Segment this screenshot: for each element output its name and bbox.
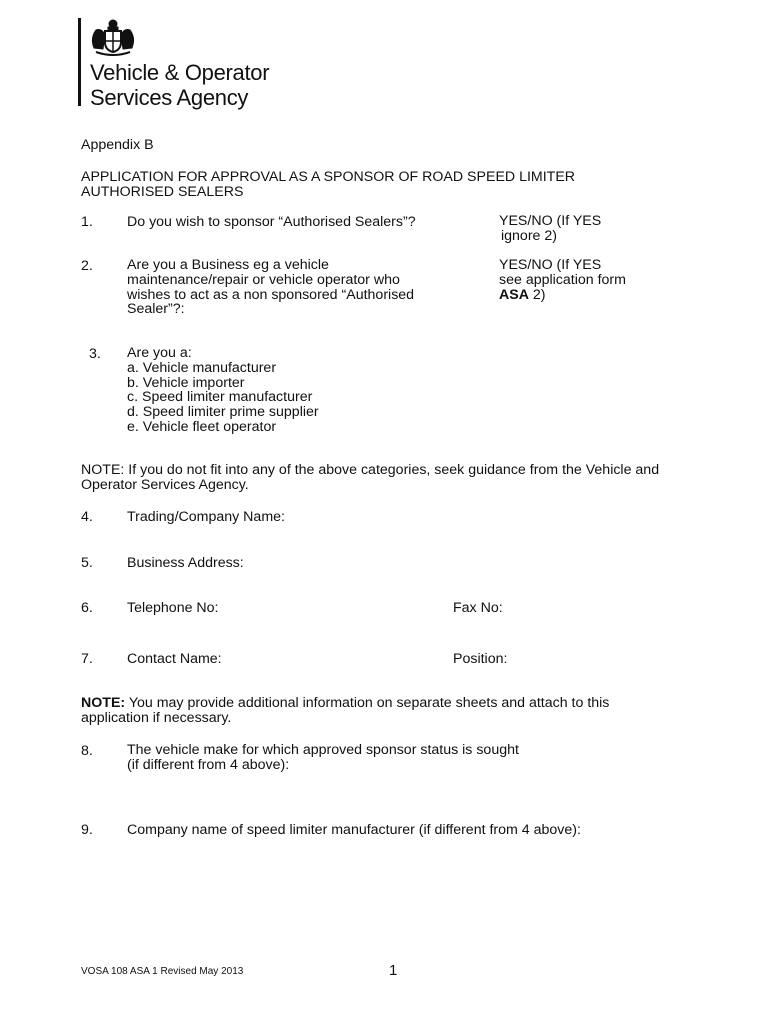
q2-answer-line3 bbox=[499, 288, 626, 303]
q1-text: Do you wish to sponsor “Authorised Sealers”? bbox=[127, 214, 416, 230]
q5-number: 5. bbox=[81, 555, 93, 571]
note-categories bbox=[81, 463, 659, 493]
agency-name-line2: Services Agency bbox=[90, 85, 249, 110]
q2-text bbox=[127, 258, 414, 317]
note-categories-line1: NOTE: If you do not fit into any of the above categories, seek guidance from the Vehicle and bbox=[81, 462, 660, 478]
contact-name-field[interactable]: Contact Name: bbox=[127, 651, 222, 667]
title-line1: APPLICATION FOR APPROVAL AS A SPONSOR OF ROAD SPEED LIMITER bbox=[81, 169, 576, 185]
title-line2: AUTHORISED SEALERS bbox=[81, 183, 244, 200]
note-additional-line2: application if necessary. bbox=[81, 709, 232, 726]
q2-answer-line2: see application form bbox=[499, 271, 626, 288]
telephone-field[interactable]: Telephone No: bbox=[127, 600, 219, 616]
q2-answer-line1: YES/NO (If YES bbox=[499, 257, 602, 273]
agency-name-line1: Vehicle & Operator bbox=[90, 60, 270, 85]
fax-field[interactable]: Fax No: bbox=[453, 600, 503, 616]
q2-form-code: ASA bbox=[499, 286, 529, 303]
note-label: NOTE: bbox=[81, 695, 126, 711]
q2-text-line1: Are you a Business eg a vehicle bbox=[127, 257, 329, 273]
note-categories-line2: Operator Services Agency. bbox=[81, 476, 249, 493]
q3-option-a[interactable]: a. Vehicle manufacturer bbox=[127, 359, 277, 376]
q2-text-line2: maintenance/repair or vehicle operator who bbox=[127, 271, 400, 288]
document-title bbox=[81, 170, 575, 200]
q8-number: 8. bbox=[81, 743, 93, 759]
vehicle-make-field[interactable] bbox=[127, 743, 519, 773]
q1-answer[interactable] bbox=[499, 214, 601, 244]
q3-option-e[interactable]: e. Vehicle fleet operator bbox=[127, 418, 277, 435]
q8-text-line2: (if different from 4 above): bbox=[127, 756, 290, 773]
q3-option-c[interactable]: c. Speed limiter manufacturer bbox=[127, 389, 313, 406]
q3-text bbox=[127, 346, 319, 435]
page-number: 1 bbox=[389, 962, 398, 979]
q1-answer-line1: YES/NO (If YES bbox=[499, 213, 602, 229]
q9-number: 9. bbox=[81, 822, 93, 838]
note-additional-text: You may provide additional information on separate sheets and attach to this bbox=[125, 695, 610, 711]
speed-limiter-manufacturer-field[interactable]: Company name of speed limiter manufacturer (if different from 4 above): bbox=[127, 822, 581, 838]
q3-question: Are you a: bbox=[127, 345, 192, 361]
q7-number: 7. bbox=[81, 651, 93, 667]
q3-number: 3. bbox=[89, 346, 101, 362]
q2-answer-rest: 2) bbox=[528, 286, 546, 303]
q1-number: 1. bbox=[81, 214, 93, 230]
q6-number: 6. bbox=[81, 600, 93, 616]
logo-divider-bar bbox=[78, 18, 81, 106]
position-field[interactable]: Position: bbox=[453, 651, 508, 667]
royal-coat-of-arms-icon bbox=[88, 18, 138, 58]
q2-text-line3: wishes to act as a non sponsored “Authorised bbox=[127, 286, 415, 303]
agency-name bbox=[90, 60, 269, 110]
q3-option-b[interactable]: b. Vehicle importer bbox=[127, 374, 245, 391]
q2-answer[interactable] bbox=[499, 258, 626, 302]
q8-text-line1: The vehicle make for which approved sponsor status is sought bbox=[127, 742, 519, 758]
q2-number: 2. bbox=[81, 258, 93, 274]
trading-company-name-field[interactable]: Trading/Company Name: bbox=[127, 509, 285, 525]
note-additional-line1 bbox=[81, 696, 609, 711]
note-additional-info bbox=[81, 696, 609, 726]
q1-answer-line2: ignore 2) bbox=[501, 227, 557, 244]
q2-text-line4: Sealer”?: bbox=[127, 301, 185, 318]
business-address-field[interactable]: Business Address: bbox=[127, 555, 244, 571]
appendix-label: Appendix B bbox=[81, 137, 154, 153]
form-reference: VOSA 108 ASA 1 Revised May 2013 bbox=[81, 966, 244, 977]
q4-number: 4. bbox=[81, 509, 93, 525]
q3-option-d[interactable]: d. Speed limiter prime supplier bbox=[127, 404, 319, 421]
